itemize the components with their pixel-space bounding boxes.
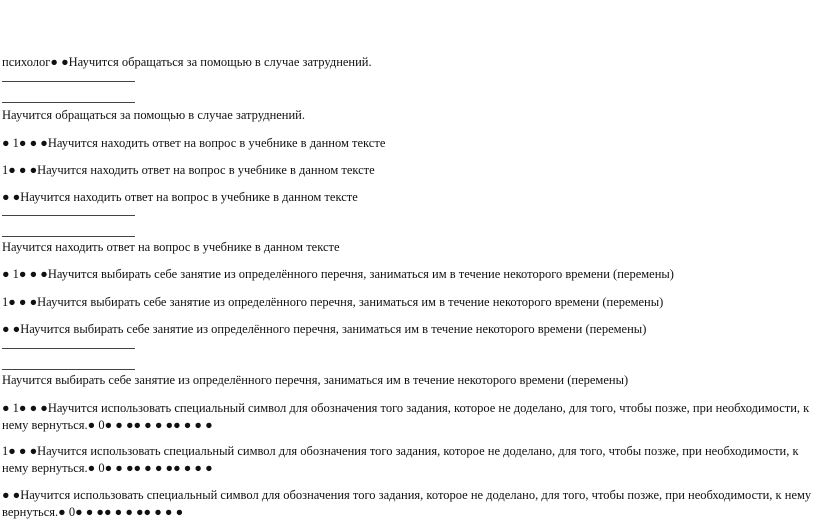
text-line-8: 1● ● ●Научится выбирать себе занятие из определённого перечня, заниматься им в течение некоторого времени (перемены) — [2, 295, 664, 309]
text-line-4: 1● ● ●Научится находить ответ на вопрос в учебнике в данном тексте — [2, 163, 375, 177]
separator-rule-3 — [2, 215, 135, 216]
separator-rule-4 — [2, 236, 135, 237]
text-line-13: ● ●Научится использовать специальный символ для обозначения того задания, которое не доделано, для того, чтобы позже, при необходимости, к нему вернуться.● 0● ● ●● ● ● ●● ● ● ● — [2, 488, 812, 519]
separator-rule-1 — [2, 81, 135, 82]
text-line-7: ● 1● ● ●Научится выбирать себе занятие из определённого перечня, заниматься им в течение некоторого времени (перемены) — [2, 267, 674, 281]
text-line-2: Научится обращаться за помощью в случае затруднений. — [2, 108, 305, 122]
separator-rule-6 — [2, 369, 135, 370]
separator-rule-5 — [2, 348, 135, 349]
text-line-12: 1● ● ●Научится использовать специальный символ для обозначения того задания, которое не доделано, для того, чтобы позже, при необходимости, к нему вернуться.● 0● ● ●● ● ● ●● ● ● ● — [2, 444, 799, 475]
text-line-3: ● 1● ● ●Научится находить ответ на вопрос в учебнике в данном тексте — [2, 136, 386, 150]
text-line-10: Научится выбирать себе занятие из определённого перечня, заниматься им в течение некоторого времени (перемены) — [2, 373, 629, 387]
text-line-11: ● 1● ● ●Научится использовать специальный символ для обозначения того задания, которое не доделано, для того, чтобы позже, при необходимости, к нему вернуться.● 0● ● ●● ● ● ●● ● ● ● — [2, 401, 810, 432]
text-line-6: Научится находить ответ на вопрос в учебнике в данном тексте — [2, 240, 340, 254]
text-line-1: психолог● ●Научится обращаться за помощью в случае затруднений. — [2, 55, 372, 69]
text-line-9: ● ●Научится выбирать себе занятие из определённого перечня, заниматься им в течение некоторого времени (перемены) — [2, 322, 647, 336]
text-line-5: ● ●Научится находить ответ на вопрос в учебнике в данном тексте — [2, 190, 358, 204]
separator-rule-2 — [2, 102, 135, 103]
